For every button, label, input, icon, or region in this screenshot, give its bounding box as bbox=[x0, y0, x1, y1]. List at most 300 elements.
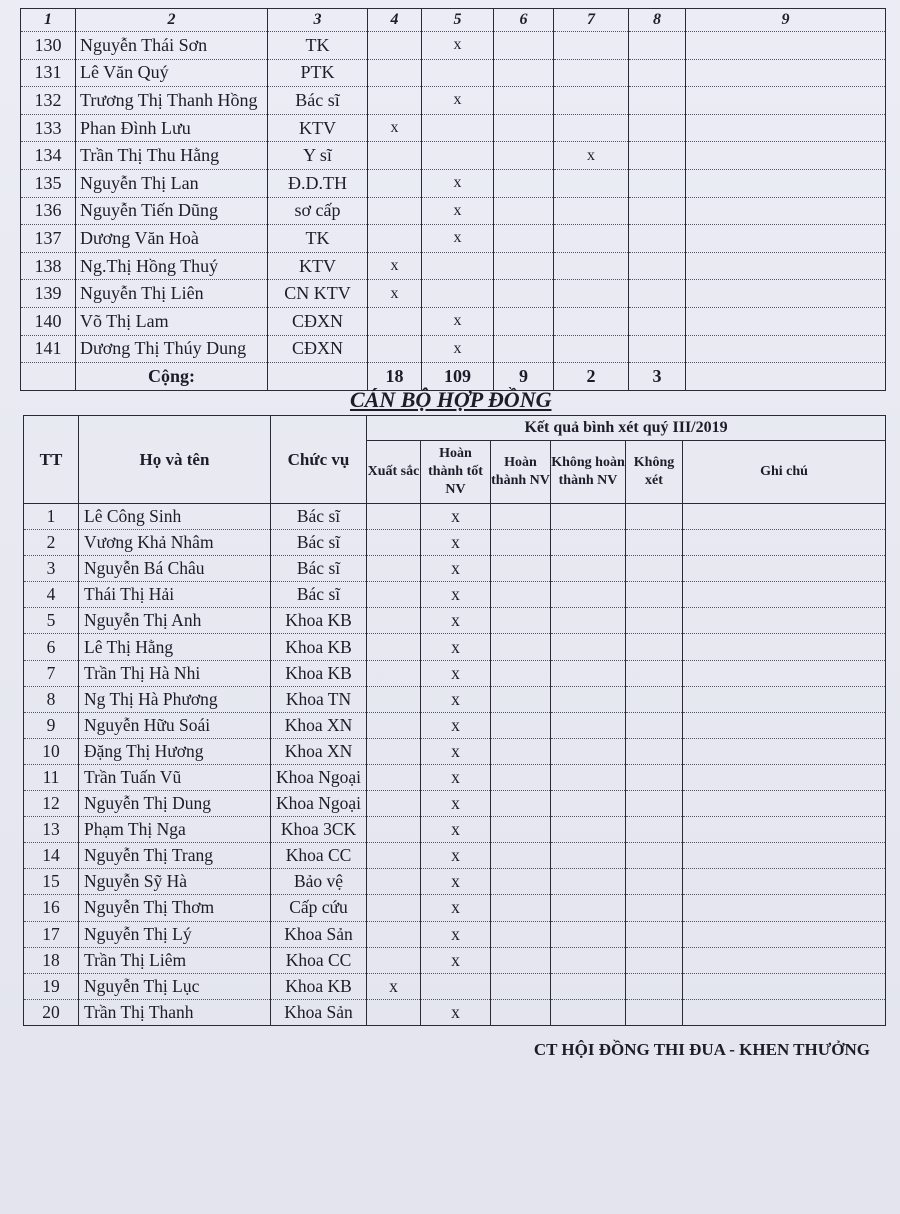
mark-excellent bbox=[367, 530, 421, 556]
mark-good bbox=[421, 973, 491, 999]
staff-position: CN KTV bbox=[268, 280, 368, 308]
mark-good: x bbox=[421, 634, 491, 660]
table-row bbox=[24, 817, 886, 843]
staff-position: Khoa 3CK bbox=[271, 817, 367, 843]
note-cell bbox=[686, 114, 886, 142]
mark-col-6 bbox=[494, 225, 554, 253]
mark-col-4 bbox=[368, 307, 422, 335]
mark-done bbox=[491, 504, 551, 530]
header-excellent: Xuất sắc bbox=[367, 441, 421, 504]
staff-position: Khoa XN bbox=[271, 738, 367, 764]
mark-col-5: x bbox=[422, 87, 494, 115]
staff-position: Bác sĩ bbox=[268, 87, 368, 115]
staff-name: Phan Đình Lưu bbox=[76, 114, 268, 142]
total-note bbox=[686, 363, 886, 391]
mark-col-8 bbox=[629, 335, 686, 363]
table-row bbox=[24, 738, 886, 764]
mark-excellent bbox=[367, 843, 421, 869]
staff-position: PTK bbox=[268, 59, 368, 87]
row-number: 8 bbox=[24, 686, 79, 712]
header-row bbox=[24, 416, 886, 441]
col-number: 9 bbox=[686, 9, 886, 32]
mark-not-rated bbox=[626, 791, 683, 817]
mark-not-done bbox=[551, 582, 626, 608]
row-number: 133 bbox=[21, 114, 76, 142]
header-not-done: Không hoàn thành NV bbox=[551, 441, 626, 504]
mark-not-done bbox=[551, 712, 626, 738]
mark-col-6 bbox=[494, 59, 554, 87]
table-row bbox=[21, 280, 886, 308]
mark-done bbox=[491, 608, 551, 634]
staff-position: Khoa KB bbox=[271, 660, 367, 686]
mark-good: x bbox=[421, 530, 491, 556]
mark-good: x bbox=[421, 869, 491, 895]
mark-not-rated bbox=[626, 973, 683, 999]
table-row bbox=[24, 764, 886, 790]
mark-good: x bbox=[421, 686, 491, 712]
mark-not-done bbox=[551, 973, 626, 999]
mark-col-6 bbox=[494, 169, 554, 197]
staff-position: TK bbox=[268, 225, 368, 253]
mark-done bbox=[491, 712, 551, 738]
row-number: 9 bbox=[24, 712, 79, 738]
staff-position: Bác sĩ bbox=[271, 556, 367, 582]
mark-excellent bbox=[367, 504, 421, 530]
table-row bbox=[24, 556, 886, 582]
mark-col-6 bbox=[494, 87, 554, 115]
mark-excellent: x bbox=[367, 973, 421, 999]
total-col-5: 109 bbox=[422, 363, 494, 391]
note-cell bbox=[686, 307, 886, 335]
row-number: 1 bbox=[24, 504, 79, 530]
staff-name: Nguyễn Hữu Soái bbox=[79, 712, 271, 738]
mark-good: x bbox=[421, 556, 491, 582]
staff-name: Lê Thị Hằng bbox=[79, 634, 271, 660]
table-row bbox=[24, 634, 886, 660]
mark-col-6 bbox=[494, 142, 554, 170]
staff-position: CĐXN bbox=[268, 335, 368, 363]
staff-name: Nguyễn Thị Liên bbox=[76, 280, 268, 308]
note-cell bbox=[686, 32, 886, 60]
staff-position: Đ.D.TH bbox=[268, 169, 368, 197]
mark-done bbox=[491, 582, 551, 608]
staff-name: Nguyễn Thị Lan bbox=[76, 169, 268, 197]
staff-name: Đặng Thị Hương bbox=[79, 738, 271, 764]
staff-position: Bảo vệ bbox=[271, 869, 367, 895]
mark-not-done bbox=[551, 634, 626, 660]
mark-col-5: x bbox=[422, 32, 494, 60]
note-cell bbox=[686, 252, 886, 280]
mark-done bbox=[491, 556, 551, 582]
mark-col-7 bbox=[554, 114, 629, 142]
note-cell bbox=[683, 504, 886, 530]
mark-done bbox=[491, 999, 551, 1025]
table-row bbox=[24, 869, 886, 895]
mark-col-6 bbox=[494, 335, 554, 363]
mark-col-7 bbox=[554, 87, 629, 115]
mark-not-done bbox=[551, 530, 626, 556]
mark-done bbox=[491, 843, 551, 869]
staff-position: Khoa Sản bbox=[271, 921, 367, 947]
mark-good: x bbox=[421, 764, 491, 790]
mark-not-done bbox=[551, 999, 626, 1025]
table-row bbox=[21, 197, 886, 225]
table-row bbox=[24, 973, 886, 999]
note-cell bbox=[683, 556, 886, 582]
mark-done bbox=[491, 764, 551, 790]
table-row bbox=[24, 895, 886, 921]
table-row bbox=[21, 335, 886, 363]
mark-not-rated bbox=[626, 556, 683, 582]
header-good: Hoàn thành tốt NV bbox=[421, 441, 491, 504]
note-cell bbox=[683, 973, 886, 999]
mark-good: x bbox=[421, 660, 491, 686]
staff-name: Phạm Thị Nga bbox=[79, 817, 271, 843]
mark-not-rated bbox=[626, 686, 683, 712]
mark-col-7 bbox=[554, 252, 629, 280]
mark-col-8 bbox=[629, 59, 686, 87]
note-cell bbox=[683, 921, 886, 947]
note-cell bbox=[686, 335, 886, 363]
mark-excellent bbox=[367, 817, 421, 843]
staff-name: Nguyễn Thị Lý bbox=[79, 921, 271, 947]
row-number: 138 bbox=[21, 252, 76, 280]
mark-done bbox=[491, 947, 551, 973]
row-number: 6 bbox=[24, 634, 79, 660]
col-number: 6 bbox=[494, 9, 554, 32]
mark-col-4 bbox=[368, 197, 422, 225]
mark-not-done bbox=[551, 608, 626, 634]
staff-name: Vương Khả Nhâm bbox=[79, 530, 271, 556]
mark-col-8 bbox=[629, 197, 686, 225]
note-cell bbox=[683, 582, 886, 608]
mark-col-4 bbox=[368, 169, 422, 197]
mark-col-4 bbox=[368, 59, 422, 87]
staff-name: Trần Thị Thu Hằng bbox=[76, 142, 268, 170]
mark-done bbox=[491, 686, 551, 712]
header-done: Hoàn thành NV bbox=[491, 441, 551, 504]
mark-excellent bbox=[367, 608, 421, 634]
row-number: 137 bbox=[21, 225, 76, 253]
note-cell bbox=[686, 280, 886, 308]
mark-col-7 bbox=[554, 197, 629, 225]
mark-col-6 bbox=[494, 307, 554, 335]
mark-not-rated bbox=[626, 608, 683, 634]
mark-col-5 bbox=[422, 59, 494, 87]
mark-excellent bbox=[367, 634, 421, 660]
staff-position: Khoa Sản bbox=[271, 999, 367, 1025]
total-label: Cộng: bbox=[76, 363, 268, 391]
mark-col-6 bbox=[494, 280, 554, 308]
mark-col-5: x bbox=[422, 335, 494, 363]
table-row bbox=[21, 87, 886, 115]
mark-excellent bbox=[367, 582, 421, 608]
note-cell bbox=[686, 59, 886, 87]
mark-good: x bbox=[421, 999, 491, 1025]
mark-not-done bbox=[551, 921, 626, 947]
table-row bbox=[21, 307, 886, 335]
row-number: 132 bbox=[21, 87, 76, 115]
mark-not-rated bbox=[626, 738, 683, 764]
signature-title: CT HỘI ĐỒNG THI ĐUA - KHEN THƯỞNG bbox=[533, 1040, 870, 1059]
mark-good: x bbox=[421, 895, 491, 921]
staff-name: Trần Tuấn Vũ bbox=[79, 764, 271, 790]
mark-not-rated bbox=[626, 817, 683, 843]
mark-not-rated bbox=[626, 895, 683, 921]
mark-not-done bbox=[551, 791, 626, 817]
col-number: 5 bbox=[422, 9, 494, 32]
row-number: 2 bbox=[24, 530, 79, 556]
mark-excellent bbox=[367, 791, 421, 817]
mark-not-done bbox=[551, 738, 626, 764]
mark-good: x bbox=[421, 817, 491, 843]
mark-col-5: x bbox=[422, 307, 494, 335]
mark-excellent bbox=[367, 764, 421, 790]
table-row bbox=[24, 947, 886, 973]
staff-position: Cấp cứu bbox=[271, 895, 367, 921]
table-row bbox=[24, 921, 886, 947]
staff-name: Nguyễn Bá Châu bbox=[79, 556, 271, 582]
header-note: Ghi chú bbox=[683, 441, 886, 504]
mark-done bbox=[491, 634, 551, 660]
staff-position: Bác sĩ bbox=[271, 582, 367, 608]
staff-position: Y sĩ bbox=[268, 142, 368, 170]
mark-excellent bbox=[367, 738, 421, 764]
mark-col-5 bbox=[422, 114, 494, 142]
staff-position: TK bbox=[268, 32, 368, 60]
staff-name: Trần Thị Thanh bbox=[79, 999, 271, 1025]
staff-position: Khoa XN bbox=[271, 712, 367, 738]
table-row bbox=[21, 142, 886, 170]
col-number: 3 bbox=[268, 9, 368, 32]
staff-name: Trần Thị Liêm bbox=[79, 947, 271, 973]
table-row bbox=[21, 32, 886, 60]
mark-done bbox=[491, 921, 551, 947]
staff-name: Nguyễn Thị Anh bbox=[79, 608, 271, 634]
mark-not-done bbox=[551, 556, 626, 582]
mark-not-rated bbox=[626, 660, 683, 686]
mark-not-rated bbox=[626, 530, 683, 556]
mark-col-8 bbox=[629, 252, 686, 280]
row-number: 3 bbox=[24, 556, 79, 582]
note-cell bbox=[686, 169, 886, 197]
table-row bbox=[24, 686, 886, 712]
mark-col-4: x bbox=[368, 252, 422, 280]
note-cell bbox=[683, 869, 886, 895]
mark-col-7 bbox=[554, 225, 629, 253]
row-number: 134 bbox=[21, 142, 76, 170]
mark-not-rated bbox=[626, 712, 683, 738]
mark-col-4 bbox=[368, 87, 422, 115]
mark-col-8 bbox=[629, 225, 686, 253]
col-number: 8 bbox=[629, 9, 686, 32]
mark-col-7 bbox=[554, 335, 629, 363]
mark-done bbox=[491, 738, 551, 764]
row-number: 14 bbox=[24, 843, 79, 869]
mark-not-rated bbox=[626, 999, 683, 1025]
staff-position: Khoa KB bbox=[271, 634, 367, 660]
row-number: 17 bbox=[24, 921, 79, 947]
staff-name: Nguyễn Thái Sơn bbox=[76, 32, 268, 60]
note-cell bbox=[683, 634, 886, 660]
mark-col-8 bbox=[629, 169, 686, 197]
mark-not-rated bbox=[626, 764, 683, 790]
row-number: 12 bbox=[24, 791, 79, 817]
mark-col-4: x bbox=[368, 280, 422, 308]
column-number-row bbox=[21, 9, 886, 32]
row-number: 15 bbox=[24, 869, 79, 895]
staff-name: Dương Thị Thúy Dung bbox=[76, 335, 268, 363]
mark-col-6 bbox=[494, 252, 554, 280]
col-number: 2 bbox=[76, 9, 268, 32]
table-row bbox=[21, 169, 886, 197]
table-row bbox=[24, 660, 886, 686]
mark-col-7 bbox=[554, 307, 629, 335]
staff-name: Trương Thị Thanh Hồng bbox=[76, 87, 268, 115]
mark-excellent bbox=[367, 556, 421, 582]
mark-done bbox=[491, 895, 551, 921]
mark-col-6 bbox=[494, 114, 554, 142]
mark-done bbox=[491, 869, 551, 895]
col-number: 4 bbox=[368, 9, 422, 32]
contract-staff-table bbox=[23, 415, 886, 1026]
header-position: Chức vụ bbox=[271, 416, 367, 504]
staff-position: Khoa CC bbox=[271, 843, 367, 869]
col-number: 7 bbox=[554, 9, 629, 32]
table-row bbox=[24, 843, 886, 869]
row-number: 140 bbox=[21, 307, 76, 335]
mark-col-5: x bbox=[422, 169, 494, 197]
mark-col-4 bbox=[368, 142, 422, 170]
note-cell bbox=[683, 843, 886, 869]
mark-col-5: x bbox=[422, 197, 494, 225]
mark-col-6 bbox=[494, 197, 554, 225]
mark-done bbox=[491, 660, 551, 686]
mark-col-7 bbox=[554, 169, 629, 197]
note-cell bbox=[683, 608, 886, 634]
note-cell bbox=[683, 530, 886, 556]
staff-name: Trần Thị Hà Nhi bbox=[79, 660, 271, 686]
mark-not-done bbox=[551, 504, 626, 530]
header-result-group: Kết quả bình xét quý III/2019 bbox=[367, 416, 886, 441]
staff-name: Ng Thị Hà Phương bbox=[79, 686, 271, 712]
mark-col-7: x bbox=[554, 142, 629, 170]
header-tt: TT bbox=[24, 416, 79, 504]
mark-excellent bbox=[367, 686, 421, 712]
table-row bbox=[21, 59, 886, 87]
staff-name: Nguyễn Thị Trang bbox=[79, 843, 271, 869]
mark-not-rated bbox=[626, 947, 683, 973]
staff-position: Khoa KB bbox=[271, 973, 367, 999]
mark-col-4 bbox=[368, 225, 422, 253]
mark-done bbox=[491, 791, 551, 817]
mark-not-done bbox=[551, 895, 626, 921]
row-number: 10 bbox=[24, 738, 79, 764]
staff-position: Bác sĩ bbox=[271, 530, 367, 556]
total-tt bbox=[21, 363, 76, 391]
staff-position: sơ cấp bbox=[268, 197, 368, 225]
note-cell bbox=[683, 947, 886, 973]
total-col-8: 3 bbox=[629, 363, 686, 391]
staff-name: Dương Văn Hoà bbox=[76, 225, 268, 253]
mark-good: x bbox=[421, 738, 491, 764]
row-number: 18 bbox=[24, 947, 79, 973]
row-number: 139 bbox=[21, 280, 76, 308]
col-number: 1 bbox=[21, 9, 76, 32]
mark-excellent bbox=[367, 869, 421, 895]
header-name: Họ và tên bbox=[79, 416, 271, 504]
mark-not-rated bbox=[626, 843, 683, 869]
note-cell bbox=[683, 791, 886, 817]
staff-name: Thái Thị Hải bbox=[79, 582, 271, 608]
note-cell bbox=[683, 999, 886, 1025]
mark-done bbox=[491, 973, 551, 999]
staff-name: Nguyễn Sỹ Hà bbox=[79, 869, 271, 895]
row-number: 135 bbox=[21, 169, 76, 197]
row-number: 4 bbox=[24, 582, 79, 608]
mark-excellent bbox=[367, 712, 421, 738]
mark-col-6 bbox=[494, 32, 554, 60]
mark-col-7 bbox=[554, 280, 629, 308]
staff-position: Khoa Ngoại bbox=[271, 764, 367, 790]
mark-not-rated bbox=[626, 504, 683, 530]
staff-name: Nguyễn Thị Dung bbox=[79, 791, 271, 817]
staff-position: Khoa KB bbox=[271, 608, 367, 634]
mark-excellent bbox=[367, 660, 421, 686]
mark-not-rated bbox=[626, 634, 683, 660]
staff-position: Bác sĩ bbox=[271, 504, 367, 530]
note-cell bbox=[683, 764, 886, 790]
mark-not-done bbox=[551, 817, 626, 843]
mark-not-rated bbox=[626, 869, 683, 895]
note-cell bbox=[683, 712, 886, 738]
table-row bbox=[24, 504, 886, 530]
table-row bbox=[24, 582, 886, 608]
note-cell bbox=[683, 660, 886, 686]
mark-col-8 bbox=[629, 114, 686, 142]
mark-col-8 bbox=[629, 280, 686, 308]
table-row bbox=[21, 252, 886, 280]
mark-col-4: x bbox=[368, 114, 422, 142]
staff-position: KTV bbox=[268, 114, 368, 142]
staff-name: Lê Công Sinh bbox=[79, 504, 271, 530]
header-not-rated: Không xét bbox=[626, 441, 683, 504]
mark-good: x bbox=[421, 843, 491, 869]
mark-good: x bbox=[421, 791, 491, 817]
staff-name: Nguyễn Tiến Dũng bbox=[76, 197, 268, 225]
table-row bbox=[21, 114, 886, 142]
mark-not-done bbox=[551, 843, 626, 869]
mark-excellent bbox=[367, 947, 421, 973]
table-row bbox=[24, 608, 886, 634]
mark-col-7 bbox=[554, 32, 629, 60]
mark-excellent bbox=[367, 999, 421, 1025]
mark-not-rated bbox=[626, 921, 683, 947]
mark-good: x bbox=[421, 504, 491, 530]
staff-position: Khoa Ngoại bbox=[271, 791, 367, 817]
note-cell bbox=[683, 686, 886, 712]
row-number: 5 bbox=[24, 608, 79, 634]
mark-done bbox=[491, 817, 551, 843]
mark-good: x bbox=[421, 947, 491, 973]
table-row bbox=[21, 225, 886, 253]
note-cell bbox=[686, 225, 886, 253]
mark-not-done bbox=[551, 947, 626, 973]
note-cell bbox=[683, 817, 886, 843]
mark-col-5 bbox=[422, 252, 494, 280]
row-number: 141 bbox=[21, 335, 76, 363]
total-col-7: 2 bbox=[554, 363, 629, 391]
